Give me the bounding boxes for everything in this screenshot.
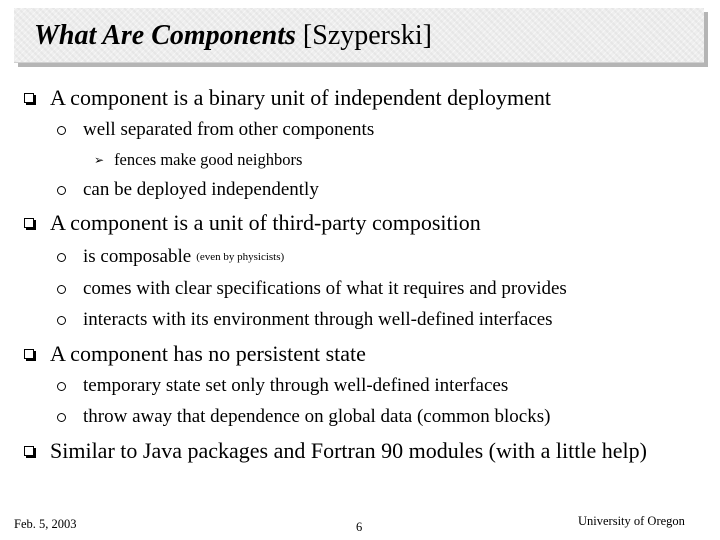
bullet-text: fences make good neighbors (114, 150, 303, 169)
bullet-item (24, 438, 647, 464)
bullet-text: is composable (83, 246, 192, 267)
bullet-text: well separated from other components (83, 119, 375, 140)
bullet-item (24, 85, 551, 111)
bullet-text: can be deployed independently (83, 179, 319, 200)
slide-title (34, 20, 432, 52)
circle-bullet-icon (57, 285, 66, 294)
circle-bullet-icon (57, 253, 66, 262)
bullet-text: comes with clear specifications of what it requires and provides (83, 278, 567, 299)
sub-bullet-item (57, 278, 567, 300)
bullet-item (24, 341, 366, 367)
bullet-text: interacts with its environment through well-defined interfaces (83, 309, 553, 330)
sub-bullet-item (57, 309, 553, 331)
sub-bullet-item (57, 246, 284, 268)
bullet-item (24, 210, 481, 236)
bullet-text: A component is a unit of third-party composition (50, 210, 481, 235)
square-bullet-icon (24, 93, 34, 103)
footer-date: Feb. 5, 2003 (14, 517, 77, 531)
sub-bullet-item (57, 119, 374, 141)
square-bullet-icon (24, 218, 34, 228)
bullet-text: temporary state set only through well-defined interfaces (83, 375, 509, 396)
title-citation: [Szyperski] (302, 20, 432, 51)
sub-sub-bullet-item (94, 150, 302, 170)
bullet-text: A component is a binary unit of independent deployment (50, 85, 552, 110)
bullet-text: A component has no persistent state (50, 341, 366, 366)
bullet-text: Similar to Java packages and Fortran 90 modules (with a little help) (50, 438, 647, 463)
footer-page-number: 6 (356, 520, 363, 534)
bullet-text: throw away that dependence on global data (common blocks) (83, 406, 551, 427)
footer-organization: University of Oregon (578, 514, 685, 528)
bullet-note: (even by physicists) (196, 251, 285, 263)
circle-bullet-icon (57, 186, 66, 195)
sub-bullet-item (57, 375, 508, 397)
title-emphasis: What Are Components (34, 20, 296, 51)
circle-bullet-icon (57, 126, 66, 135)
arrowhead-bullet-icon: ➢ (94, 153, 105, 167)
square-bullet-icon (24, 349, 34, 359)
sub-bullet-item (57, 406, 550, 428)
circle-bullet-icon (57, 382, 66, 391)
sub-bullet-item (57, 179, 319, 201)
circle-bullet-icon (57, 413, 66, 422)
square-bullet-icon (24, 446, 34, 456)
circle-bullet-icon (57, 316, 66, 325)
